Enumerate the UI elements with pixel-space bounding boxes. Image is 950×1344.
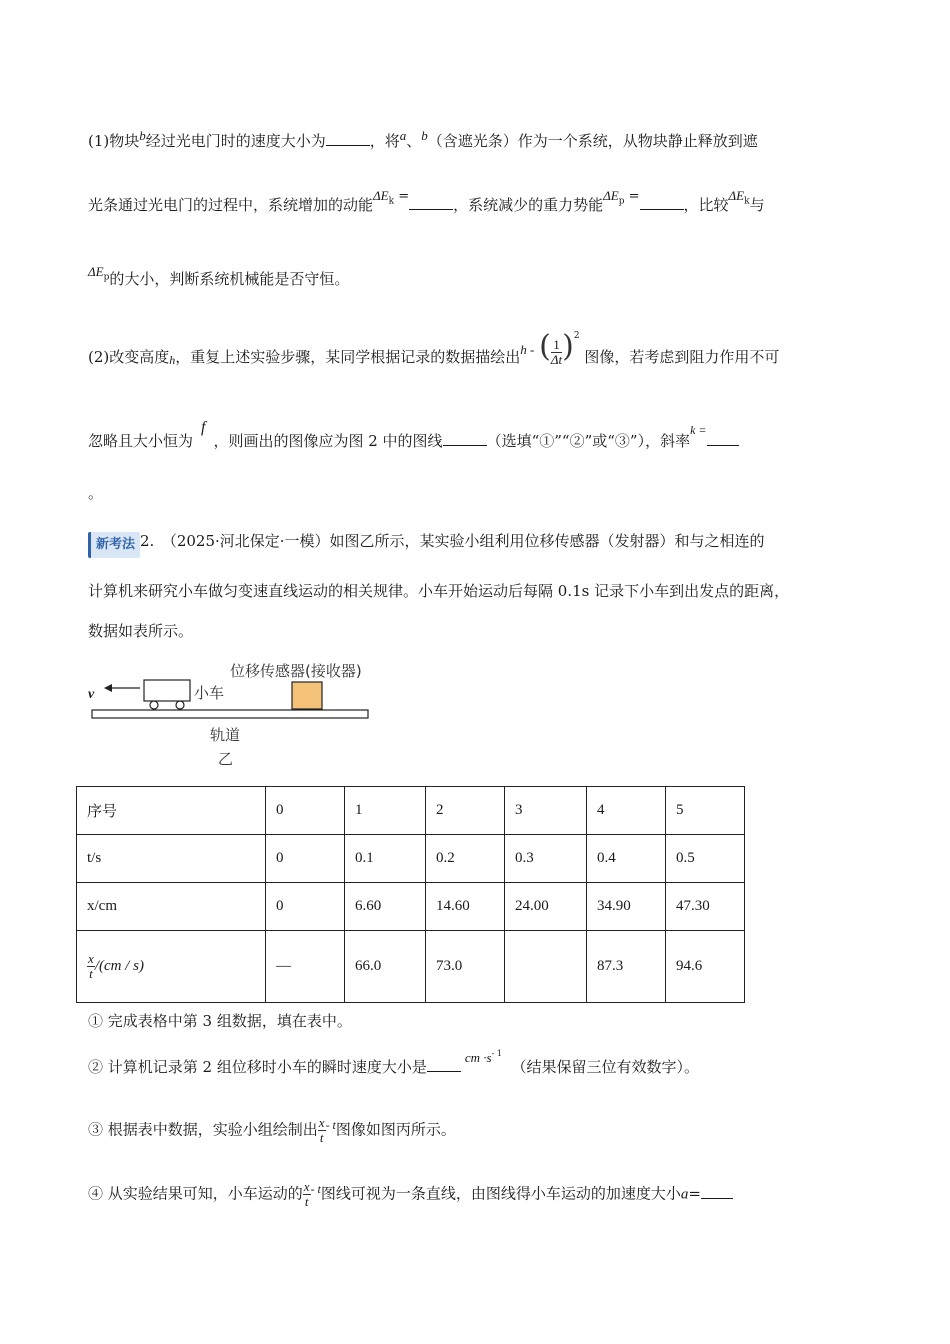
text: 、	[406, 132, 422, 150]
var-a: a	[399, 128, 407, 143]
frac-num: x	[303, 1179, 310, 1194]
q2-line1	[88, 530, 765, 556]
table-cell: 5	[666, 787, 745, 835]
table-cell: 73.0	[426, 931, 505, 1003]
unit-label: /(cm / s)	[94, 957, 144, 974]
text: ，重复上述实验步骤，某同学根据记录的数据描绘出	[175, 348, 521, 366]
exponent: - 1	[491, 1049, 502, 1058]
car-body	[144, 680, 190, 701]
table-cell: 94.6	[666, 931, 745, 1003]
delta-ep: ΔE	[88, 264, 104, 279]
p2-line1: (2)改变高度h，重复上述实验步骤，某同学根据记录的数据描绘出h - ( $\frac{1}{\Delta t}$ )$^2$ 图像，若考虑到阻力作用不可	[88, 329, 780, 367]
text: ，则画出的图像应为图 2 中的图线	[213, 432, 443, 450]
table-row	[77, 787, 745, 835]
q2-line3	[88, 620, 193, 642]
text: 。	[88, 484, 104, 502]
sensor-box	[292, 682, 322, 709]
text: 经过光电门时的速度大小为	[145, 132, 326, 150]
frac-den: Δt	[550, 351, 563, 367]
track	[92, 710, 368, 718]
sensor-label: 位移传感器(接收器)	[230, 662, 362, 680]
frac-num: x	[318, 1115, 325, 1130]
subscript: p	[618, 196, 625, 207]
var-a: a	[680, 1186, 689, 1203]
p2-line2	[88, 419, 739, 453]
unit: cm ·s	[464, 1050, 492, 1065]
table-cell-velocity-label	[77, 931, 266, 1003]
text: ④ 从实验结果可知，小车运动的	[88, 1184, 303, 1203]
frac-den: t	[89, 966, 93, 981]
h-minus: h -	[520, 342, 535, 357]
table-cell: 0.4	[587, 835, 666, 883]
table-cell: 34.90	[587, 883, 666, 931]
power: 2	[573, 331, 580, 341]
table-cell: 1	[345, 787, 426, 835]
answer-blank-ep[interactable]	[640, 195, 684, 210]
table-cell: 3	[505, 787, 587, 835]
equals: =	[688, 1184, 701, 1203]
table-cell: 14.60	[426, 883, 505, 931]
answer-blank-speed[interactable]	[427, 1057, 461, 1072]
text: 2. （2025·河北保定·一模）如图乙所示，某实验小组利用位移传感器（发射器）和与之相连的	[140, 532, 765, 550]
answer-blank-line[interactable]	[443, 431, 487, 446]
text: 数据如表所示。	[88, 622, 194, 640]
text: （含遮光条）作为一个系统，从物块静止释放到遮	[427, 132, 758, 150]
track-label: 轨道	[210, 726, 241, 744]
car-label: 小车	[194, 684, 225, 702]
subscript: k	[388, 196, 395, 207]
minus-t: - t	[325, 1117, 336, 1132]
table-row	[77, 883, 745, 931]
new-method-badge: 新考法	[88, 532, 140, 558]
delta-ek: ΔE	[728, 188, 745, 203]
figure-yi	[82, 652, 392, 772]
table-cell: 序号	[77, 787, 266, 835]
table-cell: 87.3	[587, 931, 666, 1003]
table-cell: 47.30	[666, 883, 745, 931]
p1-line1	[88, 130, 758, 153]
table-cell: 24.00	[505, 883, 587, 931]
table-cell: 0	[266, 835, 345, 883]
item-1	[88, 1010, 352, 1032]
text: 图像，若考虑到阻力作用不可	[584, 348, 780, 366]
delta-ep: ΔE	[603, 188, 619, 203]
table-cell: t/s	[77, 835, 266, 883]
arrow-head	[104, 684, 112, 692]
car-wheel	[150, 701, 158, 709]
var-h: h	[169, 353, 176, 367]
text: 图线可视为一条直线，由图线得小车运动的加速度大小	[320, 1184, 681, 1203]
var-b: b	[139, 128, 146, 143]
car-wheel	[176, 701, 184, 709]
item-4	[88, 1180, 733, 1209]
minus-t: - t	[310, 1181, 321, 1196]
equals: =	[628, 189, 640, 204]
table-cell: 0	[266, 883, 345, 931]
p1-line3	[88, 264, 350, 297]
p2-line3	[88, 482, 103, 504]
text: 与	[749, 196, 765, 214]
equals: =	[398, 189, 410, 204]
velocity-label: v	[88, 687, 95, 702]
table-cell-blank[interactable]	[505, 931, 587, 1003]
text: 的大小，判断系统机械能是否守恒。	[109, 270, 350, 288]
frac-den: t	[303, 1194, 311, 1209]
table-row	[77, 931, 745, 1003]
text: （结果保留三位有效数字）。	[511, 1058, 699, 1076]
answer-blank-velocity[interactable]	[326, 131, 370, 146]
var-f: f	[201, 419, 206, 436]
text: （选填“①”“②”或“③”），斜率	[486, 432, 691, 450]
text: (2)改变高度	[88, 348, 170, 366]
text: 光条通过光电门的过程中，系统增加的动能	[88, 196, 374, 214]
table-cell: x/cm	[77, 883, 266, 931]
answer-blank-acceleration[interactable]	[701, 1184, 733, 1199]
table-cell: 0.5	[666, 835, 745, 883]
subscript: k	[744, 196, 750, 207]
text: ① 完成表格中第 3 组数据，填在表中。	[88, 1012, 352, 1030]
text: ② 计算机记录第 2 组位移时小车的瞬时速度大小是	[88, 1058, 427, 1076]
text: ，将	[369, 132, 400, 150]
table-cell: 0.1	[345, 835, 426, 883]
var-k: k =	[690, 423, 707, 437]
table-cell: 66.0	[345, 931, 426, 1003]
table-cell: 0	[266, 787, 345, 835]
p1-line2	[88, 188, 765, 223]
table-row	[77, 835, 745, 883]
text: (1)物块	[88, 132, 140, 150]
answer-blank-ek[interactable]	[409, 195, 453, 210]
var-b: b	[421, 128, 428, 143]
q2-line2	[88, 580, 789, 602]
table-cell: 2	[426, 787, 505, 835]
frac-num: 1	[551, 338, 562, 353]
text: ，比较	[683, 196, 729, 214]
delta-ek: ΔE	[373, 188, 389, 203]
table-cell: 0.3	[505, 835, 587, 883]
table-cell: 4	[587, 787, 666, 835]
text: 忽略且大小恒为	[88, 432, 194, 450]
subscript: p	[103, 272, 110, 283]
answer-blank-slope[interactable]	[707, 431, 739, 446]
text: 图像如图丙所示。	[335, 1120, 456, 1139]
item-3	[88, 1116, 456, 1145]
table-cell: 6.60	[345, 883, 426, 931]
frac-num: x	[88, 951, 94, 966]
table-cell: —	[266, 931, 345, 1003]
item-2	[88, 1049, 699, 1081]
text: ，系统减少的重力势能	[453, 196, 604, 214]
text: ③ 根据表中数据，实验小组绘制出	[88, 1120, 318, 1139]
frac-den: t	[318, 1130, 326, 1145]
figure-caption: 乙	[218, 750, 234, 768]
table-cell: 0.2	[426, 835, 505, 883]
data-table	[76, 786, 745, 1003]
text: 计算机来研究小车做匀变速直线运动的相关规律。小车开始运动后每隔 0.1s 记录下小车到出发点的距离，	[88, 582, 790, 600]
